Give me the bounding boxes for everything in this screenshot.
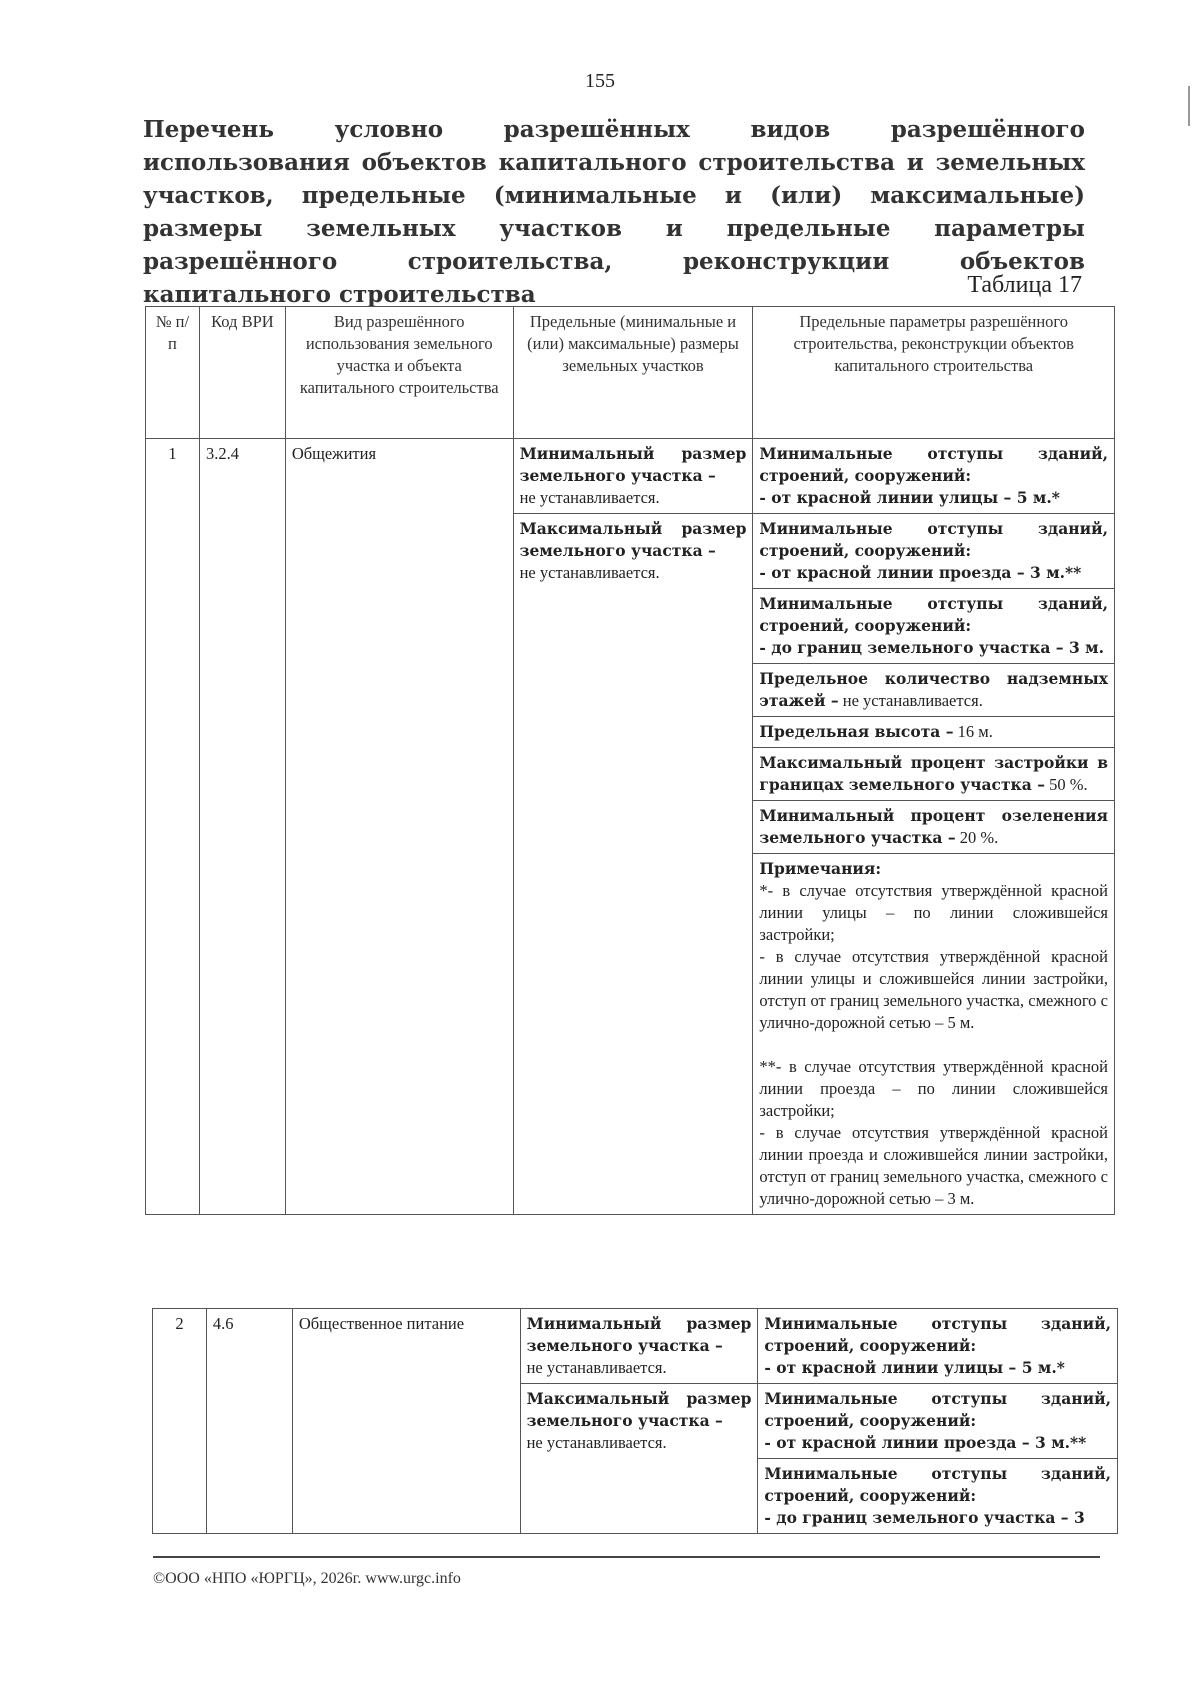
max-size-cell: [513, 514, 753, 1215]
param-value: 50 %.: [1049, 775, 1088, 794]
regulation-table: [145, 306, 1115, 1215]
table-row: [146, 439, 1115, 514]
param-value: - от красной линии проезда – 3 м.**: [759, 563, 1082, 582]
header-num: № п/п: [146, 307, 200, 439]
param-label: Минимальный процент озеленения земельного участка –: [759, 806, 1108, 847]
min-size-value: не устанавливается.: [519, 488, 660, 507]
footer-rule: [153, 1556, 1100, 1558]
param-cell: [753, 664, 1115, 717]
table-row: [153, 1309, 1118, 1384]
max-size-label: Максимальный размер земельного участка –: [526, 1389, 752, 1430]
min-size-label: Минимальный размер земельного участка –: [519, 444, 747, 485]
min-size-label: Минимальный размер земельного участка –: [526, 1314, 752, 1355]
row-name: Общественное питание: [292, 1309, 520, 1534]
param-value: - до границ земельного участка – 3: [764, 1508, 1085, 1527]
param-label: Максимальный процент застройки в границах земельного участка –: [759, 753, 1108, 794]
note: *- в случае отсутствия утверждённой красной линии улицы – по линии сложившейся застройки;: [759, 881, 1108, 944]
note: - в случае отсутствия утверждённой красной линии проезда и сложившейся линии застройки, отступ от границ земельного участка, смежного с улично-дорожной сетью – 3 м.: [759, 1123, 1108, 1208]
row-num: 2: [153, 1309, 207, 1534]
param-cell: [753, 514, 1115, 589]
param-cell: [753, 589, 1115, 664]
min-size-value: не устанавливается.: [526, 1358, 667, 1377]
notes-cell: [753, 854, 1115, 1215]
row-code: 4.6: [206, 1309, 292, 1534]
param-label: Предельное количество надземных этажей –: [759, 669, 1108, 710]
param-value: - от красной линии улицы – 5 м.*: [764, 1358, 1065, 1377]
note: - в случае отсутствия утверждённой красной линии улицы и сложившейся линии застройки, отступ от границ земельного участка, смежного с улично-дорожной сетью – 5 м.: [759, 947, 1108, 1032]
param-label: Минимальные отступы зданий, строений, сооружений:: [759, 519, 1108, 560]
param-cell: [753, 748, 1115, 801]
header-params: Предельные параметры разрешённого строительства, реконструкции объектов капитального строительства: [753, 307, 1115, 439]
param-cell: [753, 801, 1115, 854]
header-type: Вид разрешённого использования земельного участка и объекта капитального строительства: [285, 307, 513, 439]
param-value: - до границ земельного участка – 3 м.: [759, 638, 1104, 657]
footer-copyright: ©ООО «НПО «ЮРГЦ», 2026г. www.urgc.info: [153, 1570, 461, 1587]
regulation-table-continued: [152, 1308, 1118, 1534]
table-label: Таблица 17: [967, 272, 1082, 298]
param-label: Минимальные отступы зданий, строений, сооружений:: [764, 1389, 1111, 1430]
header-code: Код ВРИ: [199, 307, 285, 439]
page-number: 155: [585, 70, 615, 92]
param-value: 20 %.: [959, 828, 999, 847]
param-cell: [753, 439, 1115, 514]
param-value: - от красной линии улицы – 5 м.*: [759, 488, 1060, 507]
param-cell: [758, 1384, 1118, 1459]
max-size-value: не устанавливается.: [519, 563, 660, 582]
row-code: 3.2.4: [199, 439, 285, 1215]
param-label: Минимальные отступы зданий, строений, сооружений:: [759, 594, 1108, 635]
param-label: Минимальные отступы зданий, строений, сооружений:: [759, 444, 1108, 485]
param-label: Минимальные отступы зданий, строений, сооружений:: [764, 1314, 1111, 1355]
param-value: не устанавливается.: [842, 691, 983, 710]
max-size-label: Максимальный размер земельного участка –: [519, 519, 747, 560]
min-size-cell: [520, 1309, 758, 1384]
row-name: Общежития: [285, 439, 513, 1215]
max-size-value: не устанавливается.: [526, 1433, 667, 1452]
param-value: - от красной линии проезда – 3 м.**: [764, 1433, 1087, 1452]
max-size-cell: [520, 1384, 758, 1534]
param-cell: [758, 1459, 1118, 1534]
margin-mark: [1188, 86, 1190, 126]
param-cell: [753, 717, 1115, 748]
table-header-row: [146, 307, 1115, 439]
param-label: Предельная высота –: [759, 722, 954, 741]
param-label: Минимальные отступы зданий, строений, сооружений:: [764, 1464, 1111, 1505]
param-value: 16 м.: [957, 722, 993, 741]
min-size-cell: [513, 439, 753, 514]
row-num: 1: [146, 439, 200, 1215]
page-title: Перечень условно разрешённых видов разрешённого использования объектов капитального строительства и земельных участков, предельные (минимальные и (или) максимальные) размеры земельных участков и предельные параметры разрешённого строительства, реконструкции объектов капитального строительства: [143, 116, 1085, 308]
param-cell: [758, 1309, 1118, 1384]
header-sizes: Предельные (минимальные и (или) максимальные) размеры земельных участков: [513, 307, 753, 439]
notes-title: Примечания:: [759, 859, 882, 878]
note: **- в случае отсутствия утверждённой красной линии проезда – по линии сложившейся застройки;: [759, 1057, 1108, 1120]
